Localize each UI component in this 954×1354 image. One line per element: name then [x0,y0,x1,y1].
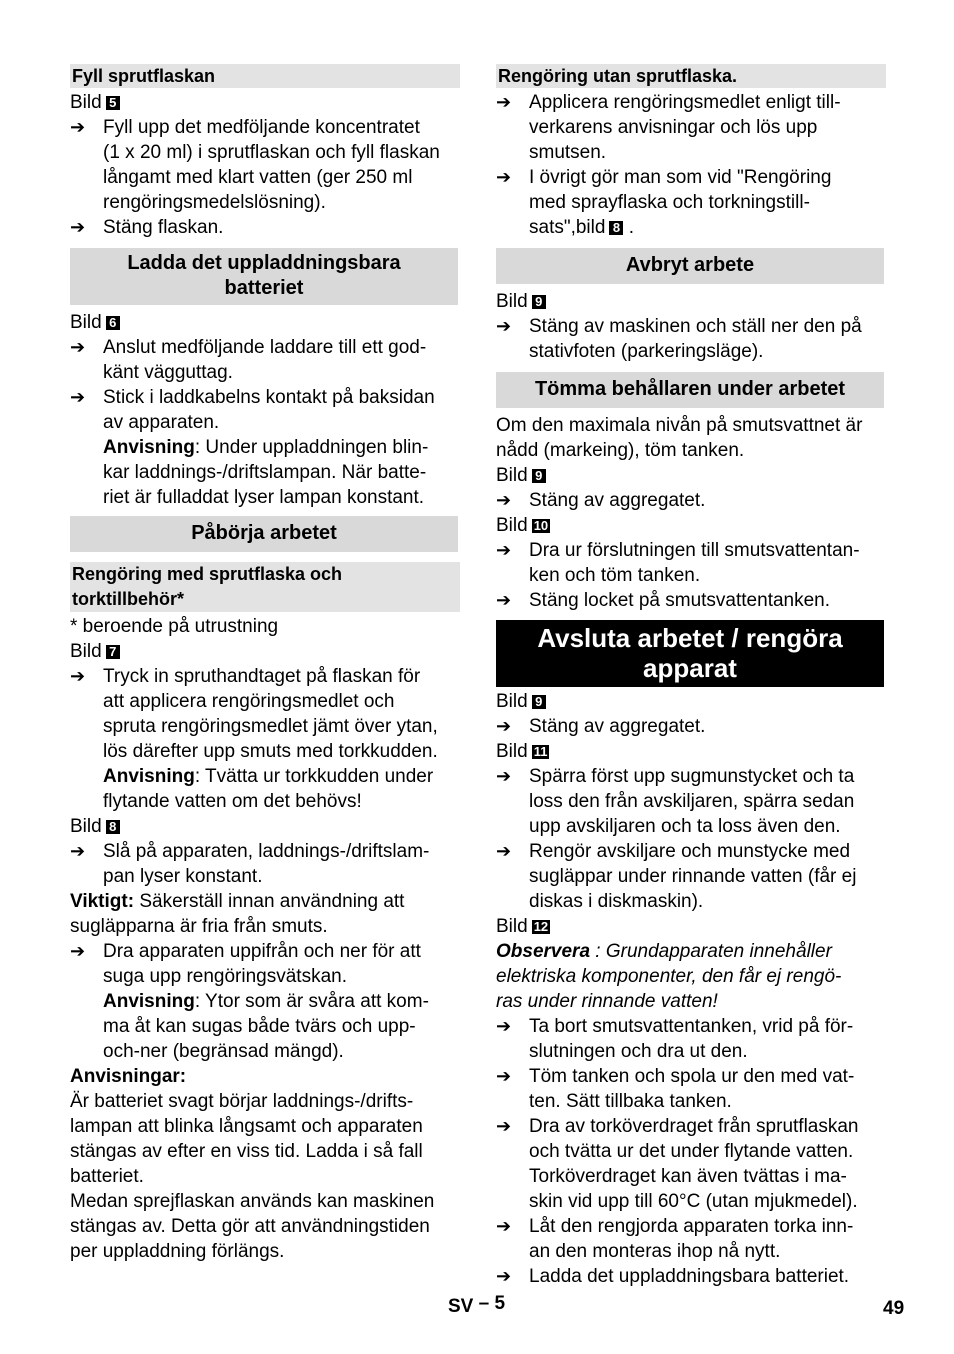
arrow-right-icon: ➔ [496,1216,512,1236]
arrow-right-icon: ➔ [70,666,86,686]
arrow-right-icon: ➔ [496,167,512,187]
text-line: lös därefter upp smuts med torkkudden. [103,741,438,762]
figure-label: Bild [496,465,528,486]
note-text: : Under uppladdningen blin- [194,437,429,458]
left-column [70,64,460,1264]
arrow-right-icon: ➔ [70,117,86,137]
heading-line: apparat [643,653,737,683]
instruction-item [496,1264,886,1289]
note-line [103,764,460,789]
text-line: Stäng av aggregatet. [529,716,706,737]
notes-heading: Anvisningar: [70,1066,187,1087]
text-line: ken och töm tanken. [529,565,701,586]
text-line: Spärra först upp sugmunstycket och ta [529,766,855,787]
note-line [103,435,460,460]
figure-number-badge: 8 [106,820,120,834]
arrow-right-icon: ➔ [496,1266,512,1286]
section-heading-empty-tank: Tömma behållaren under arbetet [496,372,884,408]
text-line: Rengör avskiljare och munstycke med [529,841,851,862]
text-line: rengöringsmedelslösning). [103,192,326,213]
instruction-item [496,588,886,613]
footer-page-label [448,1293,506,1318]
figure-ref [70,90,460,115]
text-line: stängas av. Detta gör att användningstiden [70,1216,430,1237]
figure-ref [496,914,886,939]
text-line: spruta rengöringsmedlet jämt över ytan, [103,716,438,737]
text-line: upp avskiljaren och ta loss även den. [529,816,841,837]
figure-ref [496,513,886,538]
instruction-item [70,335,460,385]
text-line: Stäng flaskan. [103,217,224,238]
text-line: Töm tanken och spola ur den med vat- [529,1066,855,1087]
text-line: an den monteras ihop nå nytt. [529,1241,781,1262]
text-line: diskas i diskmaskin). [529,891,704,912]
section-heading-cleaning-without-spray: Rengöring utan sprutflaska. [496,64,886,88]
text-line: ras under rinnande vatten! [496,991,718,1012]
chapter-heading-finish-clean [496,620,884,687]
text-line: pan lyser konstant. [103,866,263,887]
notes-label [70,1064,460,1089]
section-heading-abort-work: Avbryt arbete [496,248,884,284]
important-line [70,889,460,914]
text-line: Är batteriet svagt börjar laddnings-/drifts- [70,1091,414,1112]
important-label: Viktigt: [70,891,135,912]
instruction-item [70,664,460,814]
note-label: Anvisning [103,991,195,1012]
heading-line: torktillbehör* [72,589,185,609]
heading-line: Avsluta arbetet / rengöra [537,623,843,653]
section-page: – 5 [478,1293,506,1314]
text-line: elektriska komponenter, den får ej rengö- [496,966,842,987]
text-line: ma åt kan sugas både tvärs och upp- [103,1016,416,1037]
text-line: Stäng locket på smutsvattentanken. [529,590,831,611]
instruction-item [70,839,460,889]
instruction-item [496,488,886,513]
text-line: riet är fulladdat lyser lampan konstant. [103,487,425,508]
figure-label: Bild [70,312,102,333]
text-line: Applicera rengöringsmedlet enligt till- [529,92,841,113]
language-code: SV [448,1296,474,1317]
text-line: per uppladdning förlängs. [70,1241,285,1262]
text-line: och-ner (begränsad mängd). [103,1041,344,1062]
figure-number-badge: 5 [106,96,120,110]
figure-label: Bild [496,515,528,536]
section-heading-start-work: Påbörja arbetet [70,516,458,552]
figure-label: Bild [70,816,102,837]
text-line: batteriet. [70,1166,144,1187]
important-text: Säkerställ innan användning att [134,891,405,912]
instruction-item [496,1214,886,1264]
text-line: sugläppar under rinnande vatten (får ej [529,866,857,887]
section-heading-cleaning-with-spray [70,562,460,612]
arrow-right-icon: ➔ [70,841,86,861]
figure-number-badge: 8 [609,221,623,235]
figure-label: Bild [496,741,528,762]
text-fragment: sats",bild [529,217,606,238]
text-line: Stäng av maskinen och ställ ner den på [529,316,862,337]
page-number: 49 [883,1298,905,1319]
right-column [496,64,886,1289]
note-text: : Tvätta ur torkkudden under [194,766,434,787]
text-line: med sprayflaska och torkningstill- [529,192,810,213]
heading-line: batteriet [224,277,304,299]
text-line: slutningen och dra ut den. [529,1041,748,1062]
figure-ref [70,814,460,839]
arrow-right-icon: ➔ [496,490,512,510]
figure-ref [70,639,460,664]
figure-number-badge: 6 [106,316,120,330]
instruction-item [496,165,886,240]
arrow-right-icon: ➔ [496,841,512,861]
text-line: Dra av torköverdraget från sprutflaskan [529,1116,859,1137]
text-line [529,215,886,240]
instruction-item [496,1114,886,1214]
section-heading-fill-spray-bottle: Fyll sprutflaskan [70,64,460,88]
arrow-right-icon: ➔ [496,766,512,786]
text-line: stativfoten (parkeringsläge). [529,341,764,362]
text-line: Anslut medföljande laddare till ett god- [103,337,427,358]
footnote: * beroende på utrustning [70,616,279,637]
text-line: att applicera rengöringsmedlet och [103,691,395,712]
text-line: Stäng av aggregatet. [529,490,706,511]
arrow-right-icon: ➔ [496,316,512,336]
arrow-right-icon: ➔ [70,337,86,357]
text-line: suga upp rengöringsvätskan. [103,966,347,987]
text-line: verkarens anvisningar och lös upp [529,117,818,138]
arrow-right-icon: ➔ [70,387,86,407]
caution-text: : Grundapparaten innehåller [590,941,832,962]
text-line: sugläpparna är fria från smuts. [70,916,328,937]
figure-number-badge: 9 [532,695,546,709]
text-line: loss den från avskiljaren, spärra sedan [529,791,855,812]
note-text: : Ytor som är svåra att kom- [194,991,429,1012]
text-line: Låt den rengjorda apparaten torka inn- [529,1216,854,1237]
figure-number-badge: 7 [106,645,120,659]
arrow-right-icon: ➔ [496,716,512,736]
text-line: nådd (markeing), töm tanken. [496,440,745,461]
instruction-item [70,939,460,1064]
instruction-item [496,839,886,914]
figure-label: Bild [496,291,528,312]
arrow-right-icon: ➔ [496,92,512,112]
note-label: Anvisning [103,766,195,787]
figure-label: Bild [496,691,528,712]
text-line: Fyll upp det medföljande koncentratet [103,117,420,138]
text-line: Tryck in spruthandtaget på flaskan för [103,666,421,687]
text-fragment: . [623,217,635,238]
section-heading-charge-battery [70,248,458,305]
caution-label: Observera [496,941,591,962]
text-line: Medan sprejflaskan används kan maskinen [70,1191,435,1212]
figure-label: Bild [70,92,102,113]
text-line: känt vägguttag. [103,362,233,383]
text-line: lampan att blinka långsamt och apparaten [70,1116,423,1137]
text-line: skin vid upp till 60°C (utan mjukmedel). [529,1191,858,1212]
text-line: Ta bort smutsvattentanken, vrid på för- [529,1016,854,1037]
figure-number-badge: 10 [533,518,549,533]
figure-ref [496,289,886,314]
figure-ref [496,463,886,488]
figure-number-badge: 11 [533,744,548,759]
instruction-item [70,215,460,240]
instruction-item [70,385,460,510]
figure-number-badge: 9 [532,469,546,483]
arrow-right-icon: ➔ [70,941,86,961]
text-line: flytande vatten om det behövs! [103,791,362,812]
figure-label: Bild [70,641,102,662]
instruction-item [496,764,886,839]
heading-line: Ladda det uppladdningsbara [127,252,401,274]
figure-ref [496,689,886,714]
instruction-item [496,90,886,165]
text-line: Dra apparaten uppifrån och ner för att [103,941,421,962]
text-line: Torköverdraget kan även tvättas i ma- [529,1166,847,1187]
text-line: (1 x 20 ml) i sprutflaskan och fyll flaskan [103,142,440,163]
arrow-right-icon: ➔ [496,1016,512,1036]
text-line: långamt med klart vatten (ger 250 ml [103,167,413,188]
figure-ref [70,310,460,335]
note-label: Anvisning [103,437,195,458]
instruction-item [496,1064,886,1114]
heading-line: Rengöring med sprutflaska och [72,564,343,584]
instruction-item [70,115,460,215]
arrow-right-icon: ➔ [496,1116,512,1136]
figure-number-badge: 12 [533,919,549,934]
note-line [103,989,460,1014]
text-line: Ladda det uppladdningsbara batteriet. [529,1266,850,1287]
text-line: ten. Sätt tillbaka tanken. [529,1091,732,1112]
instruction-item [496,314,886,364]
text-line: smutsen. [529,142,607,163]
text-line: Slå på apparaten, laddnings-/driftslam- [103,841,430,862]
figure-label: Bild [496,916,528,937]
text-line: I övrigt gör man som vid "Rengöring [529,167,832,188]
caution-line [496,939,886,964]
figure-ref [496,739,886,764]
text-line: stängas av efter en viss tid. Ladda i så fall [70,1141,423,1162]
text-line: Dra ur förslutningen till smutsvattentan- [529,540,860,561]
text-line: Om den maximala nivån på smutsvattnet är [496,415,863,436]
arrow-right-icon: ➔ [496,1066,512,1086]
text-line: Stick i laddkabelns kontakt på baksidan [103,387,435,408]
text-line: kar laddnings-/driftslampan. När batte- [103,462,427,483]
text-line: av apparaten. [103,412,220,433]
arrow-right-icon: ➔ [496,590,512,610]
text-line: och tvätta ur det under flytande vatten. [529,1141,854,1162]
instruction-item [496,714,886,739]
figure-number-badge: 9 [532,295,546,309]
instruction-item [496,1014,886,1064]
arrow-right-icon: ➔ [496,540,512,560]
arrow-right-icon: ➔ [70,217,86,237]
instruction-item [496,538,886,588]
